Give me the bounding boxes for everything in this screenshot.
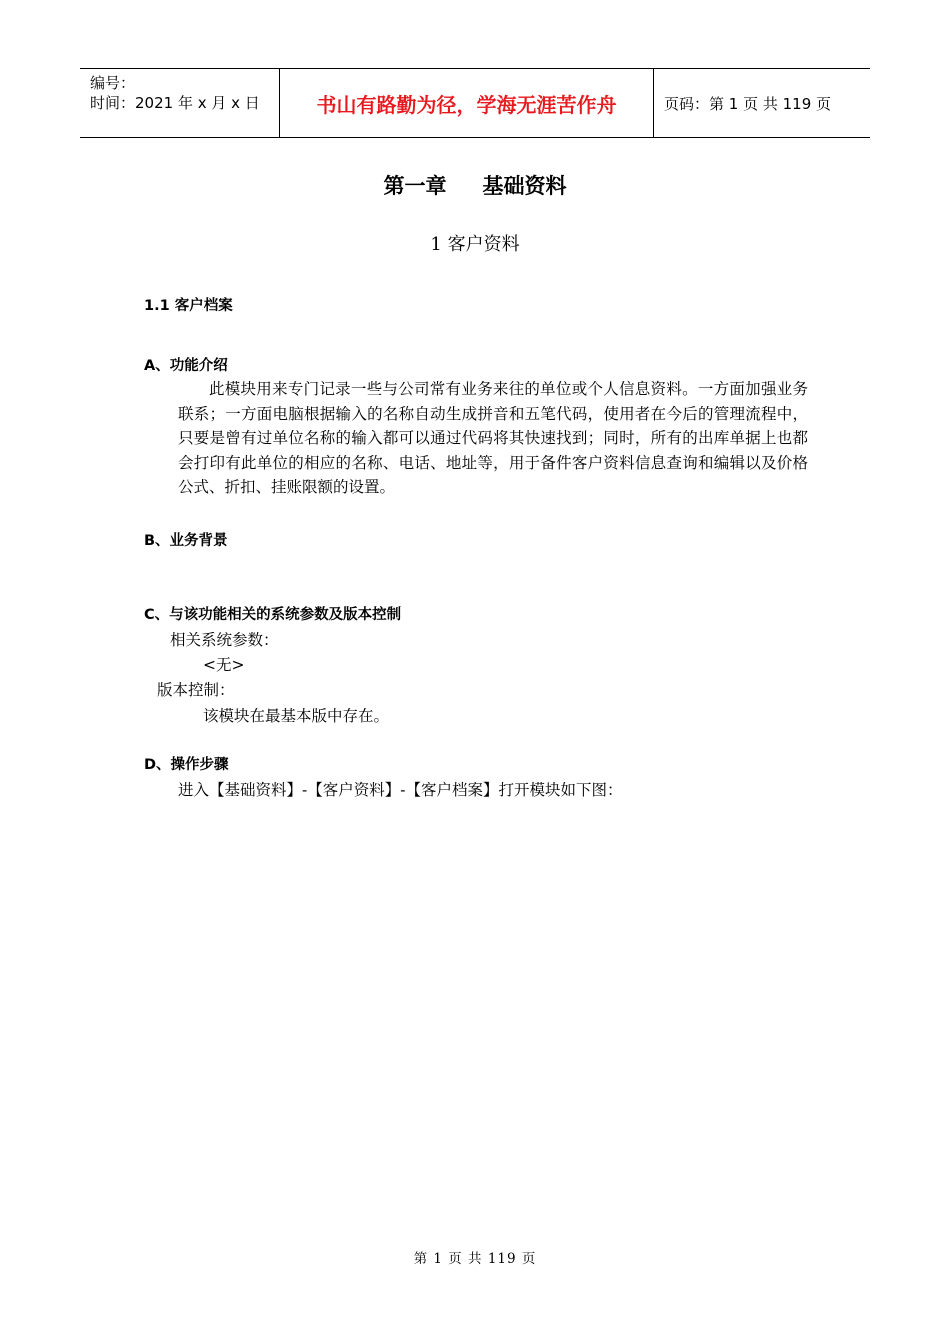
section-a-body: 此模块用来专门记录一些与公司常有业务来往的单位或个人信息资料。一方面加强业务联系；一方面电脑根据输入的名称自动生成拼音和五笔代码，使用者在今后的管理流程中，只要是曾有过单位名称的输入都可以通过代码将其快速找到；同时，所有的出库单据上也都会打印有此单位的相应的名称、电话、地址等，用于备件客户资料信息查询和编辑以及价格公式、折扣、挂账限额的设置。 — [178, 380, 808, 496]
serial-label: 编号： — [90, 74, 136, 92]
chapter-title — [0, 170, 950, 200]
chapter-number: 第一章 — [383, 174, 447, 198]
header-motto: 书山有路勤为径，学海无涯苦作舟 — [280, 69, 654, 137]
version-control-value: 该模块在最基本版中存在。 — [203, 707, 390, 725]
section-d-body: 进入【基础资料】-【客户资料】-【客户档案】打开模块如下图： — [178, 781, 623, 799]
chapter-name: 基础资料 — [482, 174, 567, 198]
header-meta — [80, 69, 280, 137]
version-control-label: 版本控制： — [157, 681, 235, 699]
system-params-value: <无> — [203, 656, 245, 674]
header-page-info: 页码：第 1 页 共 119 页 — [664, 94, 832, 113]
section-a-title: A、功能介绍 — [144, 358, 228, 374]
section-title: 1 客户资料 — [430, 234, 520, 255]
section-c-title: C、与该功能相关的系统参数及版本控制 — [144, 607, 402, 623]
subsection-title: 1.1 客户档案 — [144, 298, 233, 314]
date-line: 时间：2021 年 x 月 x 日 — [90, 94, 260, 112]
section-d-title: D、操作步骤 — [144, 757, 229, 773]
section-b-title: B、业务背景 — [144, 533, 228, 549]
system-params-label: 相关系统参数： — [170, 631, 279, 649]
page-footer: 第 1 页 共 119 页 — [413, 1251, 537, 1267]
page-header — [80, 68, 870, 138]
